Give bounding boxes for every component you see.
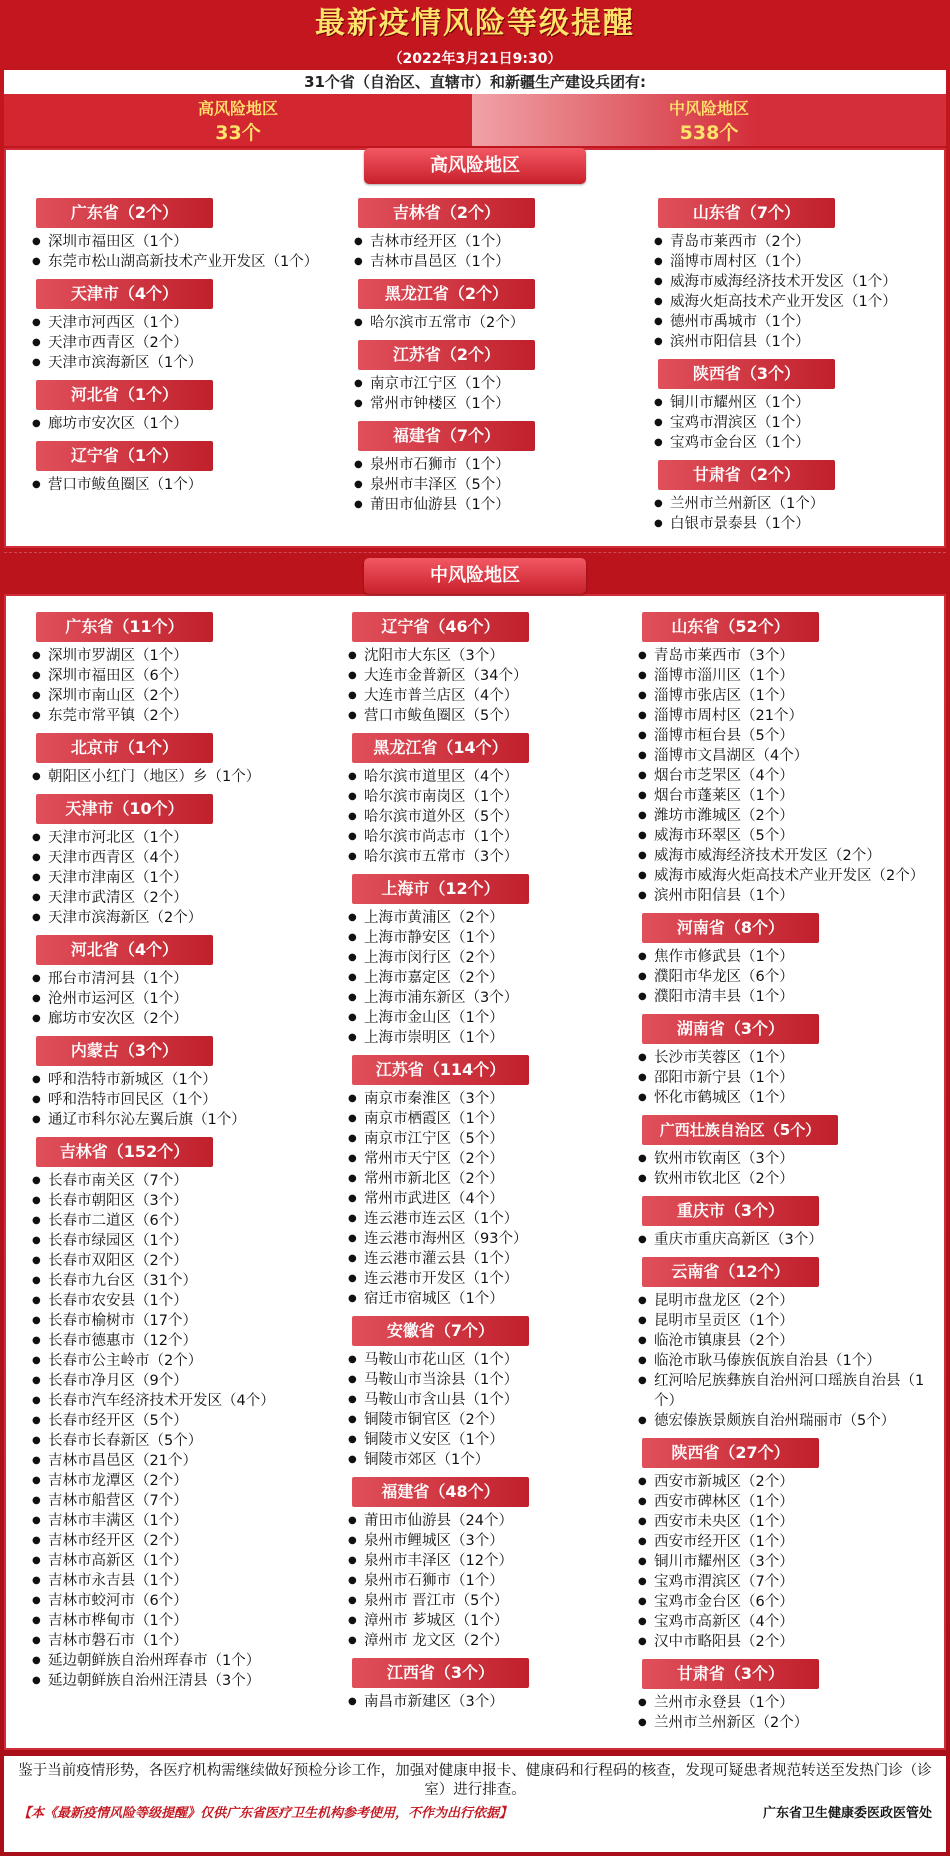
province-group	[352, 421, 642, 515]
footer-warning: 【本《最新疫情风险等级提醒》仅供广东省医疗卫生机构参考使用，不作为出行依据】	[18, 1806, 513, 1821]
district-item: ● 泉州市鲤城区（3个）	[346, 1531, 636, 1551]
province-group	[30, 279, 330, 373]
province-group	[30, 612, 340, 726]
province-group	[30, 441, 330, 495]
district-item: ● 莆田市仙游县（24个）	[346, 1511, 636, 1531]
district-item: ● 朝阳区小红门（地区）乡（1个）	[30, 767, 340, 787]
district-item: ● 大连市金普新区（34个）	[346, 666, 636, 686]
province-tag: 内蒙古（3个）	[36, 1036, 213, 1066]
district-item: ● 南京市江宁区（1个）	[352, 374, 642, 394]
district-list	[636, 1230, 944, 1250]
date-line: （2022年3月21日9:30）	[388, 51, 562, 67]
district-item: ● 长春市公主岭市（2个）	[30, 1351, 340, 1371]
district-item: ● 淄博市淄川区（1个）	[636, 666, 944, 686]
district-item: ● 常州市钟楼区（1个）	[352, 394, 642, 414]
district-item: ● 延边朝鲜族自治州珲春市（1个）	[30, 1651, 340, 1671]
district-item: ● 淄博市桓台县（5个）	[636, 726, 944, 746]
district-item: ● 青岛市莱西市（3个）	[636, 646, 944, 666]
district-item: ● 烟台市蓬莱区（1个）	[636, 786, 944, 806]
high-risk-section-title: 高风险地区	[364, 148, 586, 184]
district-item: ● 天津市滨海新区（2个）	[30, 908, 340, 928]
district-item: ● 长春市九台区（31个）	[30, 1271, 340, 1291]
district-item: ● 深圳市南山区（2个）	[30, 686, 340, 706]
district-item: ● 长春市汽车经济技术开发区（4个）	[30, 1391, 340, 1411]
district-item: ● 上海市静安区（1个）	[346, 928, 636, 948]
district-list	[346, 1089, 636, 1309]
district-list	[636, 947, 944, 1007]
district-item: ● 吉林市昌邑区（1个）	[352, 252, 642, 272]
district-list	[636, 1291, 944, 1431]
district-item: ● 铜陵市郊区（1个）	[346, 1450, 636, 1470]
district-item: ● 吉林市昌邑区（21个）	[30, 1451, 340, 1471]
province-tag: 陕西省（27个）	[642, 1438, 819, 1468]
district-item: ● 宝鸡市金台区（1个）	[652, 433, 946, 453]
district-item: ● 潍坊市潍城区（2个）	[636, 806, 944, 826]
district-item: ● 天津市西青区（4个）	[30, 848, 340, 868]
district-item: ● 延边朝鲜族自治州汪清县（3个）	[30, 1671, 340, 1691]
district-item: ● 宿迁市宿城区（1个）	[346, 1289, 636, 1309]
mid-risk-summary-label: 中风险地区	[668, 99, 749, 118]
district-item: ● 吉林市蛟河市（6个）	[30, 1591, 340, 1611]
district-item: ● 吉林市磐石市（1个）	[30, 1631, 340, 1651]
district-list	[30, 1070, 340, 1130]
district-list	[30, 313, 330, 373]
district-item: ● 通辽市科尔沁左翼后旗（1个）	[30, 1110, 340, 1130]
district-item: ● 深圳市罗湖区（1个）	[30, 646, 340, 666]
district-item: ● 临沧市耿马傣族佤族自治县（1个）	[636, 1351, 944, 1371]
district-item: ● 吉林市船营区（7个）	[30, 1491, 340, 1511]
district-item: ● 上海市浦东新区（3个）	[346, 988, 636, 1008]
province-group	[346, 612, 636, 726]
province-tag: 吉林省（152个）	[36, 1137, 213, 1167]
district-list	[636, 1693, 944, 1733]
district-item: ● 钦州市钦南区（3个）	[636, 1149, 944, 1169]
province-group	[652, 460, 946, 534]
province-group	[346, 733, 636, 867]
province-tag: 山东省（7个）	[658, 198, 835, 228]
district-item: ● 常州市武进区（4个）	[346, 1189, 636, 1209]
province-group	[636, 1196, 944, 1250]
district-item: ● 天津市津南区（1个）	[30, 868, 340, 888]
district-item: ● 吉林市高新区（1个）	[30, 1551, 340, 1571]
district-list	[346, 646, 636, 726]
district-item: ● 连云港市连云区（1个）	[346, 1209, 636, 1229]
province-group	[652, 198, 946, 352]
province-tag: 辽宁省（46个）	[352, 612, 529, 642]
district-item: ● 长春市二道区（6个）	[30, 1211, 340, 1231]
district-list	[30, 232, 330, 272]
province-tag: 福建省（7个）	[358, 421, 535, 451]
subtitle: 31个省（自治区、直辖市）和新疆生产建设兵团有:	[4, 70, 946, 94]
district-item: ● 淄博市周村区（1个）	[652, 252, 946, 272]
district-item: ● 哈尔滨市五常市（3个）	[346, 847, 636, 867]
district-item: ● 钦州市钦北区（2个）	[636, 1169, 944, 1189]
province-tag: 吉林省（2个）	[358, 198, 535, 228]
district-item: ● 长春市朝阳区（3个）	[30, 1191, 340, 1211]
province-group	[30, 733, 340, 787]
province-tag: 河北省（1个）	[36, 380, 213, 410]
province-tag: 湖南省（3个）	[642, 1014, 819, 1044]
district-list	[352, 455, 642, 515]
province-tag: 广西壮族自治区（5个）	[642, 1115, 838, 1145]
district-item: ● 上海市嘉定区（2个）	[346, 968, 636, 988]
district-item: ● 连云港市开发区（1个）	[346, 1269, 636, 1289]
province-tag: 江苏省（114个）	[352, 1055, 529, 1085]
high-risk-summary	[4, 94, 472, 146]
province-tag: 广东省（11个）	[36, 612, 213, 642]
district-item: ● 重庆市重庆高新区（3个）	[636, 1230, 944, 1250]
footer	[4, 1756, 946, 1852]
province-tag: 甘肃省（2个）	[658, 460, 835, 490]
district-item: ● 深圳市福田区（1个）	[30, 232, 330, 252]
district-item: ● 怀化市鹤城区（1个）	[636, 1088, 944, 1108]
province-group	[636, 1014, 944, 1108]
district-item: ● 铜陵市铜官区（2个）	[346, 1410, 636, 1430]
district-item: ● 深圳市福田区（6个）	[30, 666, 340, 686]
province-tag: 天津市（10个）	[36, 794, 213, 824]
district-item: ● 铜川市耀州区（3个）	[636, 1552, 944, 1572]
district-list	[352, 313, 642, 333]
district-item: ● 南京市江宁区（5个）	[346, 1129, 636, 1149]
province-group	[636, 1438, 944, 1652]
district-item: ● 青岛市莱西市（2个）	[652, 232, 946, 252]
district-item: ● 滨州市阳信县（1个）	[636, 886, 944, 906]
province-tag: 甘肃省（3个）	[642, 1659, 819, 1689]
province-tag: 辽宁省（1个）	[36, 441, 213, 471]
district-list	[346, 1511, 636, 1651]
district-list	[352, 374, 642, 414]
district-item: ● 吉林市经开区（2个）	[30, 1531, 340, 1551]
district-item: ● 天津市河北区（1个）	[30, 828, 340, 848]
district-item: ● 兰州市永登县（1个）	[636, 1693, 944, 1713]
province-group	[636, 612, 944, 906]
district-item: ● 营口市鲅鱼圈区（1个）	[30, 475, 330, 495]
district-item: ● 邵阳市新宁县（1个）	[636, 1068, 944, 1088]
province-tag: 北京市（1个）	[36, 733, 213, 763]
district-item: ● 长春市德惠市（12个）	[30, 1331, 340, 1351]
province-group	[352, 198, 642, 272]
province-tag: 黑龙江省（2个）	[358, 279, 535, 309]
district-item: ● 淄博市文昌湖区（4个）	[636, 746, 944, 766]
district-list	[30, 969, 340, 1029]
district-item: ● 威海市威海经济技术开发区（1个）	[652, 272, 946, 292]
footer-notice: 鉴于当前疫情形势，各医疗机构需继续做好预检分诊工作，加强对健康申报卡、健康码和行程码的核查，发现可疑患者规范转送至发热门诊（诊室）进行排查。	[18, 1763, 932, 1798]
high-risk-summary-count: 33个	[215, 122, 261, 144]
district-item: ● 南京市栖霞区（1个）	[346, 1109, 636, 1129]
district-item: ● 吉林市丰满区（1个）	[30, 1511, 340, 1531]
district-list	[652, 494, 946, 534]
district-list	[652, 393, 946, 453]
district-item: ● 上海市闵行区（2个）	[346, 948, 636, 968]
province-tag: 江西省（3个）	[352, 1658, 529, 1688]
district-item: ● 汉中市略阳县（2个）	[636, 1632, 944, 1652]
district-item: ● 威海火炬高技术产业开发区（1个）	[652, 292, 946, 312]
province-tag: 江苏省（2个）	[358, 340, 535, 370]
district-item: ● 廊坊市安次区（1个）	[30, 414, 330, 434]
district-list	[30, 414, 330, 434]
district-item: ● 长春市净月区（9个）	[30, 1371, 340, 1391]
province-group	[636, 913, 944, 1007]
district-list	[30, 828, 340, 928]
district-item: ● 铜川市耀州区（1个）	[652, 393, 946, 413]
district-item: ● 吉林市永吉县（1个）	[30, 1571, 340, 1591]
district-item: ● 连云港市灌云县（1个）	[346, 1249, 636, 1269]
district-item: ● 天津市武清区（2个）	[30, 888, 340, 908]
mid-risk-column-1	[30, 612, 340, 1698]
high-risk-column-3	[652, 198, 946, 541]
mid-risk-section-title: 中风险地区	[364, 558, 586, 594]
district-item: ● 昆明市盘龙区（2个）	[636, 1291, 944, 1311]
province-group	[636, 1257, 944, 1431]
district-item: ● 临沧市镇康县（2个）	[636, 1331, 944, 1351]
province-tag: 黑龙江省（14个）	[352, 733, 529, 763]
province-group	[652, 359, 946, 453]
district-item: ● 宝鸡市渭滨区（7个）	[636, 1572, 944, 1592]
district-item: ● 邢台市清河县（1个）	[30, 969, 340, 989]
district-item: ● 南昌市新建区（3个）	[346, 1692, 636, 1712]
district-list	[30, 767, 340, 787]
province-tag: 上海市（12个）	[352, 874, 529, 904]
province-group	[346, 1658, 636, 1712]
province-group	[30, 1036, 340, 1130]
district-item: ● 泉州市石狮市（1个）	[352, 455, 642, 475]
district-item: ● 泉州市石狮市（1个）	[346, 1571, 636, 1591]
district-list	[636, 1149, 944, 1189]
district-item: ● 哈尔滨市南岗区（1个）	[346, 787, 636, 807]
district-item: ● 常州市天宁区（2个）	[346, 1149, 636, 1169]
district-item: ● 南京市秦淮区（3个）	[346, 1089, 636, 1109]
province-tag: 陕西省（3个）	[658, 359, 835, 389]
district-list	[636, 1472, 944, 1652]
district-item: ● 常州市新北区（2个）	[346, 1169, 636, 1189]
district-item: ● 长春市绿园区（1个）	[30, 1231, 340, 1251]
page-title: 最新疫情风险等级提醒	[315, 6, 635, 41]
district-item: ● 沈阳市大东区（3个）	[346, 646, 636, 666]
district-list	[636, 646, 944, 906]
district-item: ● 天津市河西区（1个）	[30, 313, 330, 333]
province-tag: 广东省（2个）	[36, 198, 213, 228]
province-tag: 天津市（4个）	[36, 279, 213, 309]
district-item: ● 淄博市张店区（1个）	[636, 686, 944, 706]
district-item: ● 廊坊市安次区（2个）	[30, 1009, 340, 1029]
province-group	[346, 1316, 636, 1470]
district-item: ● 长春市双阳区（2个）	[30, 1251, 340, 1271]
district-item: ● 吉林市龙潭区（2个）	[30, 1471, 340, 1491]
province-tag: 山东省（52个）	[642, 612, 819, 642]
district-item: ● 天津市西青区（2个）	[30, 333, 330, 353]
district-item: ● 威海市威海火炬高技术产业开发区（2个）	[636, 866, 944, 886]
district-item: ● 马鞍山市含山县（1个）	[346, 1390, 636, 1410]
district-item: ● 滨州市阳信县（1个）	[652, 332, 946, 352]
province-tag: 云南省（12个）	[642, 1257, 819, 1287]
province-group	[30, 380, 330, 434]
district-item: ● 德宏傣族景颇族自治州瑞丽市（5个）	[636, 1411, 944, 1431]
province-group	[352, 279, 642, 333]
province-group	[30, 794, 340, 928]
district-item: ● 西安市经开区（1个）	[636, 1532, 944, 1552]
district-item: ● 马鞍山市当涂县（1个）	[346, 1370, 636, 1390]
footer-organization: 广东省卫生健康委医政医管处	[762, 1806, 932, 1821]
province-group	[346, 1477, 636, 1651]
district-item: ● 西安市未央区（1个）	[636, 1512, 944, 1532]
province-group	[30, 935, 340, 1029]
section-divider	[4, 552, 946, 553]
district-item: ● 宝鸡市金台区（6个）	[636, 1592, 944, 1612]
district-item: ● 东莞市常平镇（2个）	[30, 706, 340, 726]
district-item: ● 哈尔滨市道外区（5个）	[346, 807, 636, 827]
district-item: ● 天津市滨海新区（1个）	[30, 353, 330, 373]
district-list	[30, 475, 330, 495]
district-item: ● 莆田市仙游县（1个）	[352, 495, 642, 515]
district-item: ● 西安市新城区（2个）	[636, 1472, 944, 1492]
high-risk-column-1	[30, 198, 330, 502]
district-item: ● 兰州市兰州新区（2个）	[636, 1713, 944, 1733]
district-item: ● 焦作市修武县（1个）	[636, 947, 944, 967]
district-item: ● 宝鸡市渭滨区（1个）	[652, 413, 946, 433]
district-item: ● 呼和浩特市回民区（1个）	[30, 1090, 340, 1110]
district-item: ● 昆明市呈贡区（1个）	[636, 1311, 944, 1331]
district-item: ● 大连市普兰店区（4个）	[346, 686, 636, 706]
province-group	[30, 198, 330, 272]
district-list	[30, 646, 340, 726]
district-item: ● 上海市黄浦区（2个）	[346, 908, 636, 928]
district-item: ● 威海市威海经济技术开发区（2个）	[636, 846, 944, 866]
province-tag: 河北省（4个）	[36, 935, 213, 965]
province-tag: 福建省（48个）	[352, 1477, 529, 1507]
district-item: ● 红河哈尼族彝族自治州河口瑶族自治县（1个）	[636, 1371, 944, 1411]
district-item: ● 哈尔滨市道里区（4个）	[346, 767, 636, 787]
province-group	[636, 1659, 944, 1733]
district-item: ● 泉州市丰泽区（5个）	[352, 475, 642, 495]
district-item: ● 威海市环翠区（5个）	[636, 826, 944, 846]
province-group	[636, 1115, 944, 1189]
province-group	[30, 1137, 340, 1691]
province-group	[352, 340, 642, 414]
district-item: ● 哈尔滨市尚志市（1个）	[346, 827, 636, 847]
district-item: ● 长春市南关区（7个）	[30, 1171, 340, 1191]
district-item: ● 铜陵市义安区（1个）	[346, 1430, 636, 1450]
district-item: ● 长春市农安县（1个）	[30, 1291, 340, 1311]
district-list	[652, 232, 946, 352]
district-item: ● 兰州市兰州新区（1个）	[652, 494, 946, 514]
district-item: ● 漳州市 龙文区（2个）	[346, 1631, 636, 1651]
mid-risk-summary-count: 538个	[679, 122, 739, 144]
district-item: ● 呼和浩特市新城区（1个）	[30, 1070, 340, 1090]
district-item: ● 漳州市 芗城区（1个）	[346, 1611, 636, 1631]
district-item: ● 宝鸡市高新区（4个）	[636, 1612, 944, 1632]
district-list	[346, 908, 636, 1048]
district-item: ● 连云港市海州区（93个）	[346, 1229, 636, 1249]
district-item: ● 淄博市周村区（21个）	[636, 706, 944, 726]
district-item: ● 白银市景泰县（1个）	[652, 514, 946, 534]
district-list	[346, 767, 636, 867]
district-item: ● 泉州市丰泽区（12个）	[346, 1551, 636, 1571]
district-list	[30, 1171, 340, 1691]
district-item: ● 上海市崇明区（1个）	[346, 1028, 636, 1048]
district-list	[346, 1692, 636, 1712]
district-item: ● 哈尔滨市五常市（2个）	[352, 313, 642, 333]
high-risk-column-2	[352, 198, 642, 522]
district-item: ● 营口市鲅鱼圈区（5个）	[346, 706, 636, 726]
district-item: ● 吉林市经开区（1个）	[352, 232, 642, 252]
district-item: ● 烟台市芝罘区（4个）	[636, 766, 944, 786]
district-list	[352, 232, 642, 272]
province-tag: 重庆市（3个）	[642, 1196, 819, 1226]
district-item: ● 长春市经开区（5个）	[30, 1411, 340, 1431]
district-item: ● 德州市禹城市（1个）	[652, 312, 946, 332]
district-item: ● 马鞍山市花山区（1个）	[346, 1350, 636, 1370]
mid-risk-column-3	[636, 612, 944, 1740]
district-item: ● 沧州市运河区（1个）	[30, 989, 340, 1009]
province-group	[346, 1055, 636, 1309]
district-item: ● 长沙市芙蓉区（1个）	[636, 1048, 944, 1068]
district-item: ● 濮阳市华龙区（6个）	[636, 967, 944, 987]
district-item: ● 濮阳市清丰县（1个）	[636, 987, 944, 1007]
district-item: ● 西安市碑林区（1个）	[636, 1492, 944, 1512]
province-group	[346, 874, 636, 1048]
district-item: ● 长春市长春新区（5个）	[30, 1431, 340, 1451]
district-item: ● 东莞市松山湖高新技术产业开发区（1个）	[30, 252, 330, 272]
district-list	[346, 1350, 636, 1470]
province-tag: 河南省（8个）	[642, 913, 819, 943]
province-tag: 安徽省（7个）	[352, 1316, 529, 1346]
district-item: ● 泉州市 晋江市（5个）	[346, 1591, 636, 1611]
mid-risk-column-2	[346, 612, 636, 1719]
mid-risk-summary	[472, 94, 946, 146]
district-item: ● 长春市榆树市（17个）	[30, 1311, 340, 1331]
district-item: ● 吉林市桦甸市（1个）	[30, 1611, 340, 1631]
district-list	[636, 1048, 944, 1108]
district-item: ● 上海市金山区（1个）	[346, 1008, 636, 1028]
high-risk-summary-label: 高风险地区	[197, 99, 278, 118]
